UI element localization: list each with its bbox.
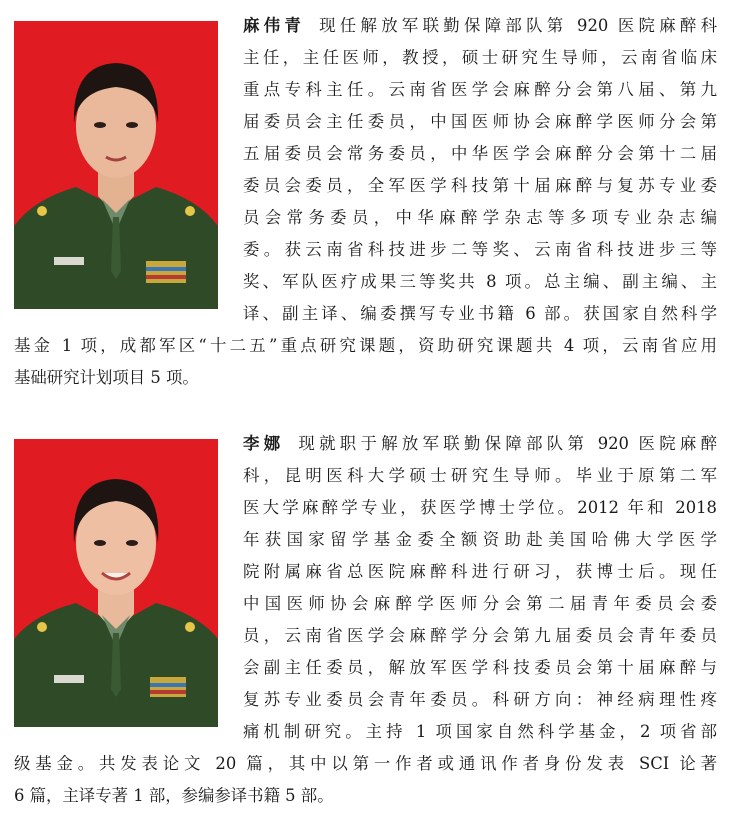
bio-text-line: 委员会委员，全军医学科技第十届麻醉与复苏专业委 xyxy=(243,176,717,195)
portrait-photo xyxy=(14,439,218,727)
bio-text-line: 委。获云南省科技进步二等奖、云南省科技进步三等 xyxy=(243,240,717,259)
bio-section-ma-weiqing xyxy=(0,0,730,400)
bio-text-line: 会副主任委员，解放军医学科技委员会第十届麻醉与 xyxy=(243,658,717,677)
bio-text-line: 院附属麻省总医院麻醉科进行研习，获博士后。现任 xyxy=(243,562,717,581)
bio-text-line: 重点专科主任。云南省医学会麻醉分会第八届、第九 xyxy=(243,80,717,99)
bio-text-line: 主任，主任医师，教授，硕士研究生导师，云南省临床 xyxy=(243,48,717,67)
bio-section-li-na xyxy=(0,425,730,826)
portrait-photo xyxy=(14,21,218,309)
person-name: 麻伟青 xyxy=(243,16,306,35)
portrait-photo-icon xyxy=(14,21,218,309)
bio-text-line: 届委员会主任委员，中国医师协会麻醉学医师分会第 xyxy=(243,112,717,131)
bio-text-line: 员会常务委员，中华麻醉学杂志等多项专业杂志编 xyxy=(243,208,717,227)
bio-text-line: 麻伟青 现任解放军联勤保障部队第 920 医院麻醉科 xyxy=(243,16,717,35)
bio-text-line: 员，云南省医学会麻醉学分会第九届委员会青年委员 xyxy=(243,626,717,645)
bio-text-line: 科，昆明医科大学硕士研究生导师。毕业于原第二军 xyxy=(243,466,717,485)
bio-text-line: 李娜 现就职于解放军联勤保障部队第 920 医院麻醉 xyxy=(243,434,717,453)
bio-text-line: 五届委员会常务委员，中华医学会麻醉分会第十二届 xyxy=(243,144,717,163)
bio-text-line: 医大学麻醉学专业，获医学博士学位。2012 年和 2018 xyxy=(243,498,717,517)
bio-text-line: 奖、军队医疗成果三等奖共 8 项。总主编、副主编、主 xyxy=(243,272,717,291)
bio-text-line: 痛机制研究。主持 1 项国家自然科学基金，2 项省部 xyxy=(243,722,717,741)
bio-text-line: 译、副主译、编委撰写专业书籍 6 部。获国家自然科学 xyxy=(243,304,717,323)
bio-text-line: 级基金。共发表论文 20 篇，其中以第一作者或通讯作者身份发表 SCI 论著 xyxy=(14,754,717,773)
portrait-photo-icon xyxy=(14,439,218,727)
person-name: 李娜 xyxy=(243,434,285,453)
bio-text-line: 6 篇，主译专著 1 部，参编参译书籍 5 部。 xyxy=(14,786,334,805)
bio-text-line: 基础研究计划项目 5 项。 xyxy=(14,368,199,387)
bio-text-line: 复苏专业委员会青年委员。科研方向：神经病理性疼 xyxy=(243,690,717,709)
bio-text-line: 中国医师协会麻醉学医师分会第二届青年委员会委 xyxy=(243,594,717,613)
bio-text-line: 年获国家留学基金委全额资助赴美国哈佛大学医学 xyxy=(243,530,717,549)
bio-text-line: 基金 1 项，成都军区“十二五”重点研究课题，资助研究课题共 4 项，云南省应用 xyxy=(14,336,717,355)
